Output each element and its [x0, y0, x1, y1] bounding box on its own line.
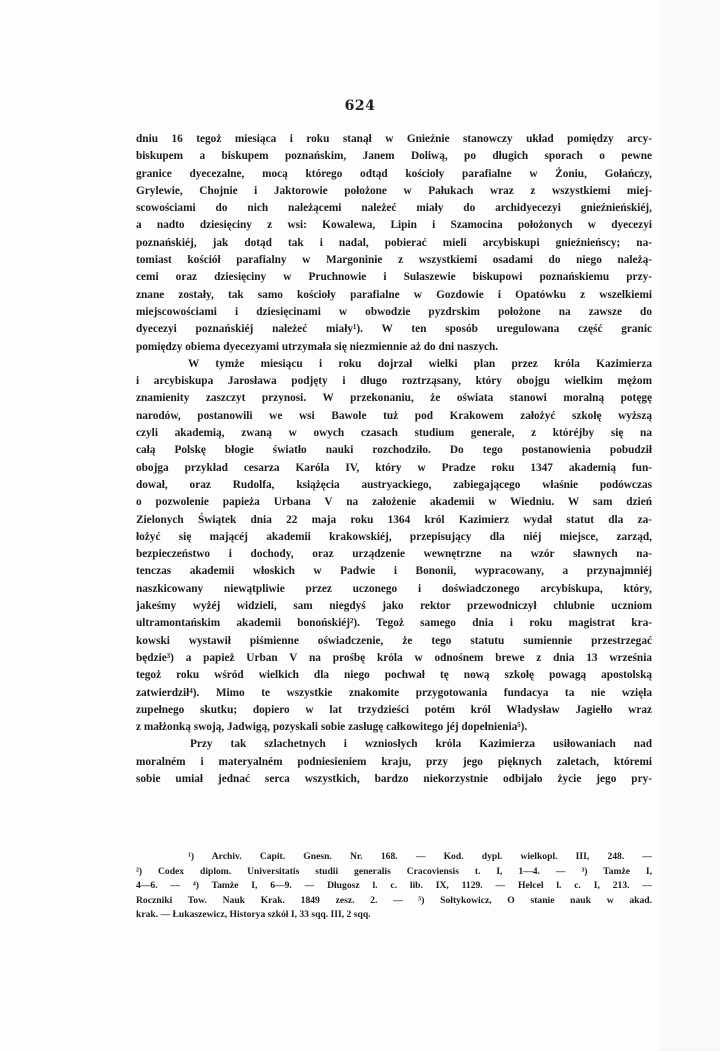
text-line: scowościami do nich należącemi należeć miały do archidyecezyi gnieźnieńskiéj,: [136, 202, 652, 215]
text-line: o pozwolenie papieża Urbana V na założenie akademii w Wiedniu. W sam dzień: [136, 496, 652, 509]
text-line: obojga przykład cesarza Karóla IV, który w Pradze roku 1347 akademią fun-: [136, 461, 652, 474]
text-line: Zielonych Świątek dnia 22 maja roku 1364 król Kazimierz wydał statut dla za-: [136, 513, 652, 526]
text-line: łożyć się mającéj akademii krakowskiéj, przepisujący dla niéj miejsce, zarząd,: [136, 530, 652, 543]
footnote-line: krak. — Łukaszewicz, Historya szkół I, 33 sqq. III, 2 sqq.: [136, 909, 371, 921]
text-line: moralném i materyalném podniesieniem kraju, przy jego pięknych zaletach, któremi: [136, 755, 652, 768]
text-line: W tymże miesiącu i roku dojrzał wielki plan przez króla Kazimierza: [188, 357, 652, 370]
footnote-line: ¹) Archiv. Capit. Gnesn. Nr. 168. — Kod. dypl. wielkopl. III, 248. —: [188, 851, 652, 862]
text-line: i arcybiskupa Jarosława podjęty i długo roztrząsany, który obojgu wielkim mężom: [136, 375, 652, 388]
footnotes: [136, 850, 652, 923]
text-line: kowski wystawił piśmienne oświadczenie, że tego statutu sumiennie przestrzegać: [136, 634, 652, 647]
text-line: cemi oraz dziesięciny w Pruchnowie i Sulaszewie biskupowi poznańskiemu przy-: [136, 271, 652, 284]
text-line: bezpieczeństwo i dochody, oraz urządzenie wewnętrzne na wzór sławnych na-: [136, 548, 652, 561]
text-line: miejscowościami i dziesięcinami w obwodzie pyzdrskim położone na zawsze do: [136, 305, 652, 318]
main-text: [136, 131, 652, 788]
footnote-line: 4—6. — ⁴) Tamże I, 6—9. — Długosz l. c. lib. IX, 1129. — Helcel l. c. I, 213. —: [136, 880, 652, 892]
footnote-line: Roczniki Tow. Nauk Krak. 1849 zesz. 2. — ⁵) Sołtykowicz, O stanie nauk w akad.: [136, 894, 652, 906]
scan-edge-noise: [660, 0, 720, 1051]
text-line: dyecezyi poznańskiéj należeć miały¹). W ten sposób uregulowana część granic: [136, 323, 652, 336]
text-line: narodów, postanowili we wsi Bawole tuż pod Krakowem założyć szkołę wyższą: [136, 409, 652, 422]
text-line: czyli akademią, zwaną w owych czasach studium generale, z któréjby się na: [136, 427, 652, 440]
text-line: zupełnego skutku; dopiero w lat trzydzieści potém król Władysław Jagiełło wraz: [136, 703, 652, 716]
text-line: sobie umiał jednać serca wszystkich, bardzo niekorzystnie odbijało życie jego pry-: [136, 772, 652, 785]
text-line: Przy tak szlachetnych i wzniosłych króla Kazimierza usiłowaniach nad: [190, 738, 652, 751]
text-line: dował, oraz Rudolfa, książęcia austryackiego, zabiegającego właśnie podówczas: [136, 478, 652, 491]
text-line: znane zostały, tak samo kościoły parafialne w Gozdowie i Opatówku z wszelkiemi: [136, 288, 652, 301]
text-line: pomiędzy obiema dyecezyami utrzymała się niezmiennie aż do dni naszych.: [136, 340, 499, 353]
text-line: a nadto dziesięciny z wsi: Kowalewa, Lipin i Szamocina położonych w dyecezyi: [136, 219, 652, 232]
text-line: Grylewie, Chojnie i Jaktorowie położone w Pałukach wraz z wszystkiemi miej-: [136, 184, 652, 197]
text-line: granice dyecezalne, mocą którego odtąd kościoły parafialne w Żoniu, Gołańczy,: [136, 167, 652, 180]
text-line: tegoż roku wśród wielkich dla niego pochwał tę nową szkołę powagą apostolską: [136, 669, 652, 682]
text-line: ultramontańskim akademii bonońskiéj²). Tegoż samego dnia i roku magistrat kra-: [136, 617, 652, 630]
text-line: znamienity zaszczyt przynosi. W przekonaniu, że oświata stanowi moralną potęgę: [136, 392, 652, 405]
text-line: tomiast kościół parafialny w Margoninie z wszystkiemi osadami do niego należą-: [136, 254, 652, 267]
text-line: jakeśmy wyżéj widzieli, sam niegdyś jako rektor przewodniczył chlubnie uczniom: [136, 600, 652, 613]
text-line: biskupem a biskupem poznańskim, Janem Doliwą, po długich sporach o pewne: [136, 150, 652, 163]
text-line: z małżonką swoją, Jadwigą, pozyskali sobie zasługę całkowitego jéj dopełnienia⁵).: [136, 721, 528, 734]
footnote-line: ²) Codex diplom. Universitatis studii generalis Cracoviensis t. I, 1—4. — ³) Tamże I,: [136, 865, 652, 877]
text-line: poznańskiéj, jak dotąd tak i nadal, pobierać mieli arcybiskupi gnieźnieńscy; na-: [136, 236, 652, 249]
page-number: 624: [344, 98, 376, 114]
text-line: całą Polskę błogie światło nauki rozchodziło. Do tego postanowienia pobudził: [136, 444, 652, 457]
text-line: naszkicowany niewątpliwie przez uczonego i doświadczonego arcybiskupa, który,: [136, 582, 652, 595]
text-line: tenczas akademii włoskich w Padwie i Bononii, wypracowany, a przynajmniéj: [136, 565, 652, 578]
text-line: dniu 16 tegoż miesiąca i roku stanął w Gnieźnie stanowczy układ pomiędzy arcy-: [136, 133, 652, 145]
text-line: będzie³) a papież Urban V na prośbę króla w odnośnem brewe z dnia 13 września: [136, 651, 652, 664]
text-line: zatwierdził⁴). Mimo te wszystkie znakomite przygotowania fundacya ta nie wzięła: [136, 686, 652, 699]
